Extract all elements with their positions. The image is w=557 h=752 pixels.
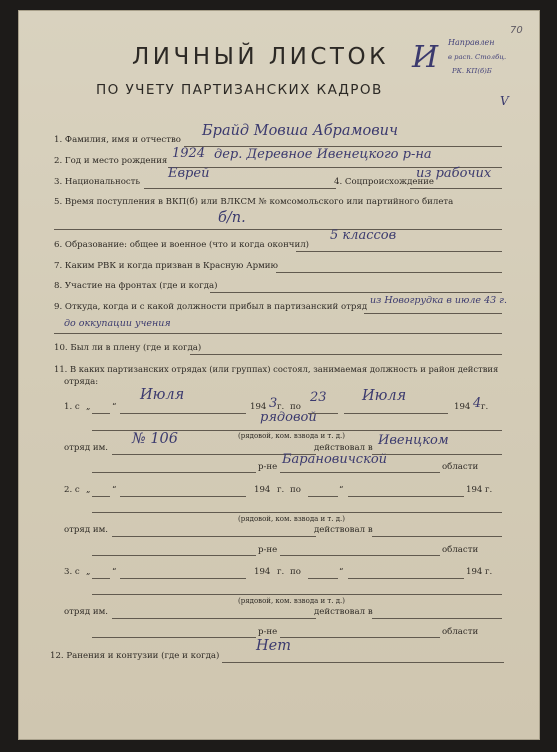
document-page xyxy=(18,10,540,740)
field-9-label: 9. Откуда, когда и с какой должности прибыл в партизанский отряд xyxy=(54,302,368,312)
field-4-label: 4. Соцпроисхождение xyxy=(334,177,434,187)
entry-1-to-year-suffix: г. xyxy=(481,402,489,412)
field-1-value: Брайд Мовша Абрамович xyxy=(202,123,399,139)
entry-1-to-day: 23 xyxy=(310,390,327,405)
entry-2-quote-mid: “ xyxy=(339,485,344,495)
entry-1-to-month: Июля xyxy=(362,388,407,404)
entry-3-deystvoval: действовал в xyxy=(314,607,373,617)
field-11-label-2: отряда: xyxy=(64,377,99,387)
field-9-value-1: из Новогрудка в июле 43 г. xyxy=(370,295,507,306)
entry-3-from-year: 194 xyxy=(254,567,271,577)
corner-number: 70 xyxy=(510,25,523,36)
field-1-label: 1. Фамилия, имя и отчество xyxy=(54,135,181,145)
entry-1-rne: р-не xyxy=(258,462,278,472)
entry-3-rne: р-не xyxy=(258,627,278,637)
field-4-value: из рабочих xyxy=(416,166,492,181)
entry-3-quote-open: „ xyxy=(86,567,91,577)
entry-2-oblasti: области xyxy=(442,545,479,555)
entry-2-otryad-label: отряд им. xyxy=(64,525,109,535)
entry-1-oblasti: области xyxy=(442,462,479,472)
entry-2-to-year: 194 xyxy=(466,485,483,495)
entry-3-to-year: 194 xyxy=(466,567,483,577)
entry-3-quote-mid: “ xyxy=(339,567,344,577)
entry-2-quote-close: “ xyxy=(112,485,117,495)
entry-1-to-year-prefix: 194 xyxy=(454,402,471,412)
entry-1-region: Барановичской xyxy=(282,452,388,467)
margin-note-line3: РК. КП(б)Б xyxy=(452,67,492,75)
entry-3-otryad-label: отряд им. xyxy=(64,607,109,617)
field-11-label: 11. В каких партизанских отрядах (или группах) состоял, занимаемая должность и район действия xyxy=(54,364,499,374)
entry-3-from-year-suffix: г. xyxy=(277,567,285,577)
field-2-place: дер. Деревное Ивенецкого р-на xyxy=(214,147,432,162)
entry-2-po: по xyxy=(290,485,301,495)
entry-2-from-year-suffix: г. xyxy=(277,485,285,495)
entry-3-po: по xyxy=(290,567,301,577)
field-3-label: 3. Национальность xyxy=(54,177,141,187)
field-5-label: 5. Время поступления в ВКП(б) или ВЛКСМ № комсомольского или партийного билета xyxy=(54,197,454,207)
entry-1-from-year: 3 xyxy=(269,396,278,411)
entry-1-from-year-prefix: 194 xyxy=(250,402,267,412)
field-2-year: 1924 xyxy=(172,146,206,161)
check-mark: V xyxy=(500,94,509,108)
margin-letter: И xyxy=(412,40,439,75)
margin-note-line1: Направлен xyxy=(448,38,495,47)
field-8-label: 8. Участие на фронтах (где и когда) xyxy=(54,281,218,291)
entry-1-to-year: 4 xyxy=(473,396,482,411)
field-12-label: 12. Ранения и контузии (где и когда) xyxy=(50,651,220,661)
entry-3-caption: (рядовой, ком. взвода и т. д.) xyxy=(238,597,346,605)
entry-3-oblasti: области xyxy=(442,627,479,637)
entry-2-rne: р-не xyxy=(258,545,278,555)
entry-2-caption: (рядовой, ком. взвода и т. д.) xyxy=(238,515,346,523)
entry-2-prefix: 2. с xyxy=(64,485,80,495)
entry-1-from-year-suffix: г. xyxy=(277,402,285,412)
field-9-value-2: до оккупации учения xyxy=(64,318,171,329)
entry-3-to-year-suffix: г. xyxy=(485,567,493,577)
field-12-value: Нет xyxy=(256,638,291,654)
entry-1-quote-open: „ xyxy=(86,402,91,412)
entry-1-from-month: Июля xyxy=(140,387,185,403)
field-10-label: 10. Был ли в плену (где и когда) xyxy=(54,343,202,353)
entry-1-quote-close: “ xyxy=(112,402,117,412)
field-5-value: б/п. xyxy=(218,210,246,226)
entry-2-from-year: 194 xyxy=(254,485,271,495)
entry-1-position: рядовой xyxy=(260,410,317,425)
field-6-label: 6. Образование: общее и военное (что и когда окончил) xyxy=(54,240,310,250)
entry-3-prefix: 3. с xyxy=(64,567,80,577)
field-2-label: 2. Год и место рождения xyxy=(54,156,168,166)
field-6-value: 5 классов xyxy=(330,228,397,243)
entry-2-quote-open: „ xyxy=(86,485,91,495)
margin-note-line2: в расп. Столбц. xyxy=(448,53,507,61)
entry-2-deystvoval: действовал в xyxy=(314,525,373,535)
entry-1-district: Ивенцком xyxy=(378,433,449,448)
entry-1-otryad-label: отряд им. xyxy=(64,443,109,453)
entry-1-deystvoval: действовал в xyxy=(314,443,373,453)
field-7-label: 7. Каким РВК и когда призван в Красную Армию xyxy=(54,261,278,271)
field-3-value: Еврей xyxy=(168,166,210,181)
document-title: ЛИЧНЫЙ ЛИСТОК xyxy=(132,44,389,70)
document-subtitle: ПО УЧЕТУ ПАРТИЗАНСКИХ КАДРОВ xyxy=(96,82,383,98)
entry-1-caption: (рядовой, ком. взвода и т. д.) xyxy=(238,432,346,440)
entry-1-po: по xyxy=(290,402,301,412)
entry-1-unit: № 106 xyxy=(132,431,179,447)
entry-3-quote-close: “ xyxy=(112,567,117,577)
entry-1-prefix: 1. с xyxy=(64,402,80,412)
entry-2-to-year-suffix: г. xyxy=(485,485,493,495)
